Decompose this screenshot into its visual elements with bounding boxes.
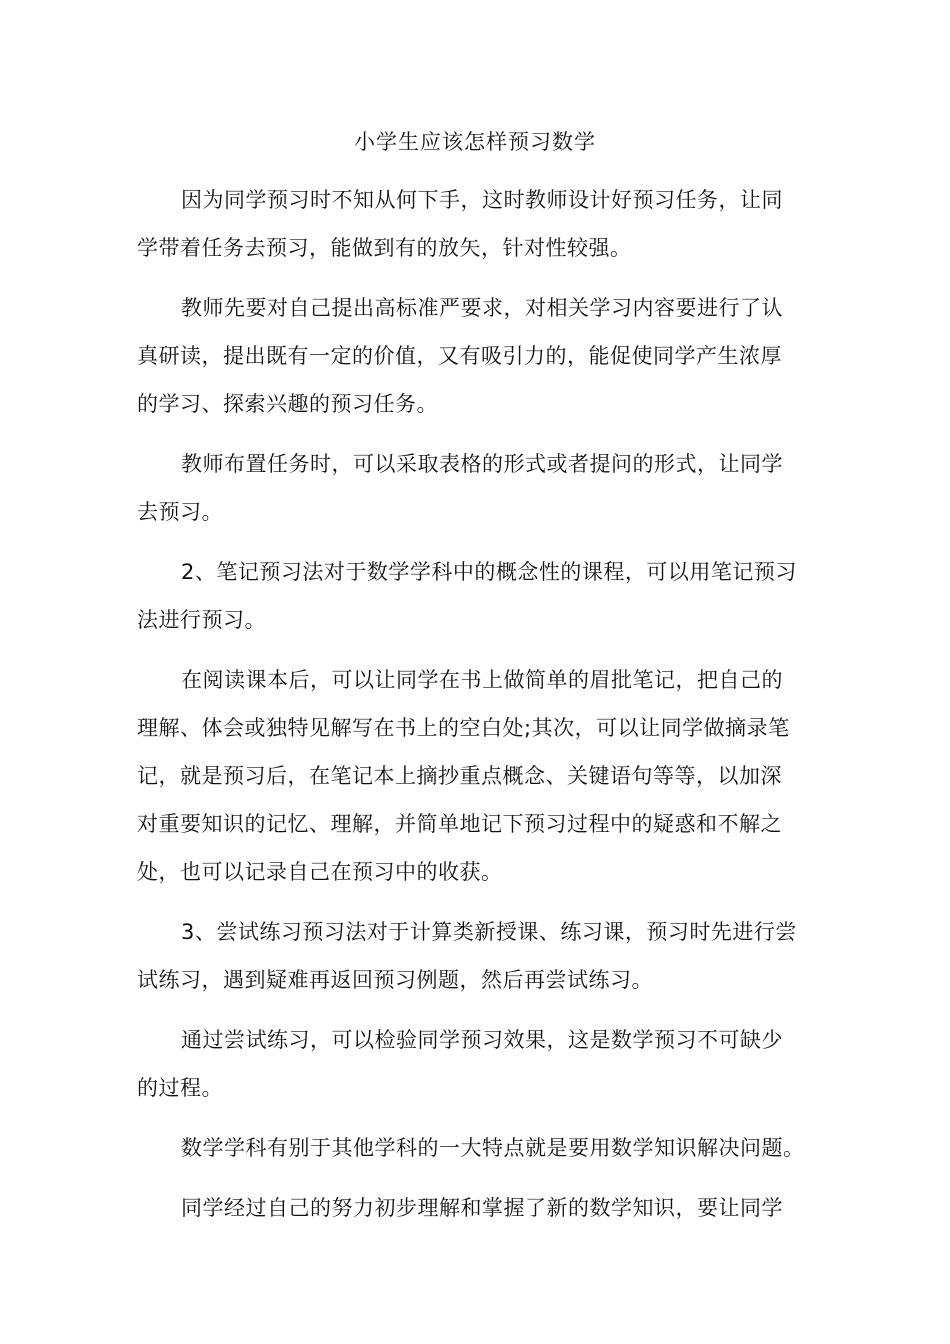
paragraph-5 <box>137 656 823 896</box>
paragraph-line: 真研读，提出既有一定的价值，又有吸引力的，能促使同学产生浓厚 <box>137 344 782 368</box>
paragraph-line: 在阅读课本后，可以让同学在书上做简单的眉批笔记，把自己的 <box>181 668 783 692</box>
paragraph-line: 对重要知识的记忆、理解，并简单地记下预习过程中的疑惑和不解之 <box>137 812 782 836</box>
paragraph-line: 2、笔记预习法对于数学学科中的概念性的课程，可以用笔记预习 <box>181 560 797 584</box>
paragraph-line: 学带着任务去预习，能做到有的放矢，针对性较强。 <box>137 236 632 260</box>
paragraph-8 <box>137 1124 823 1172</box>
paragraph-line: 教师布置任务时，可以采取表格的形式或者提问的形式，让同学 <box>181 452 783 476</box>
paragraph-line: 处，也可以记录自己在预习中的收获。 <box>137 860 503 884</box>
paragraph-7 <box>137 1016 823 1112</box>
document-title: 小学生应该怎样预习数学 <box>354 130 596 154</box>
paragraph-line: 法进行预习。 <box>137 608 266 632</box>
paragraph-line: 去预习。 <box>137 500 223 524</box>
paragraph-6 <box>137 908 823 1004</box>
paragraph-4 <box>137 548 823 644</box>
paragraph-line: 3、尝试练习预习法对于计算类新授课、练习课，预习时先进行尝 <box>181 920 797 944</box>
paragraph-line: 的学习、探索兴趣的预习任务。 <box>137 392 438 416</box>
paragraph-9 <box>137 1184 823 1232</box>
paragraph-line: 教师先要对自己提出高标准严要求，对相关学习内容要进行了认 <box>181 296 783 320</box>
paragraph-2 <box>137 284 823 428</box>
paragraph-line: 通过尝试练习，可以检验同学预习效果，这是数学预习不可缺少 <box>181 1028 783 1052</box>
paragraph-line: 同学经过自己的努力初步理解和掌握了新的数学知识，要让同学 <box>181 1196 783 1220</box>
paragraph-line: 数学学科有别于其他学科的一大特点就是要用数学知识解决问题。 <box>181 1136 805 1160</box>
paragraph-3 <box>137 440 823 536</box>
paragraph-line: 的过程。 <box>137 1076 223 1100</box>
document-body <box>137 176 823 1244</box>
paragraph-1 <box>137 176 823 272</box>
paragraph-line: 因为同学预习时不知从何下手，这时教师设计好预习任务，让同 <box>181 188 783 212</box>
paragraph-line: 记，就是预习后，在笔记本上摘抄重点概念、关键语句等等，以加深 <box>137 764 782 788</box>
paragraph-line: 试练习，遇到疑难再返回预习例题，然后再尝试练习。 <box>137 968 653 992</box>
paragraph-line: 理解、体会或独特见解写在书上的空白处;其次，可以让同学做摘录笔 <box>137 716 790 740</box>
